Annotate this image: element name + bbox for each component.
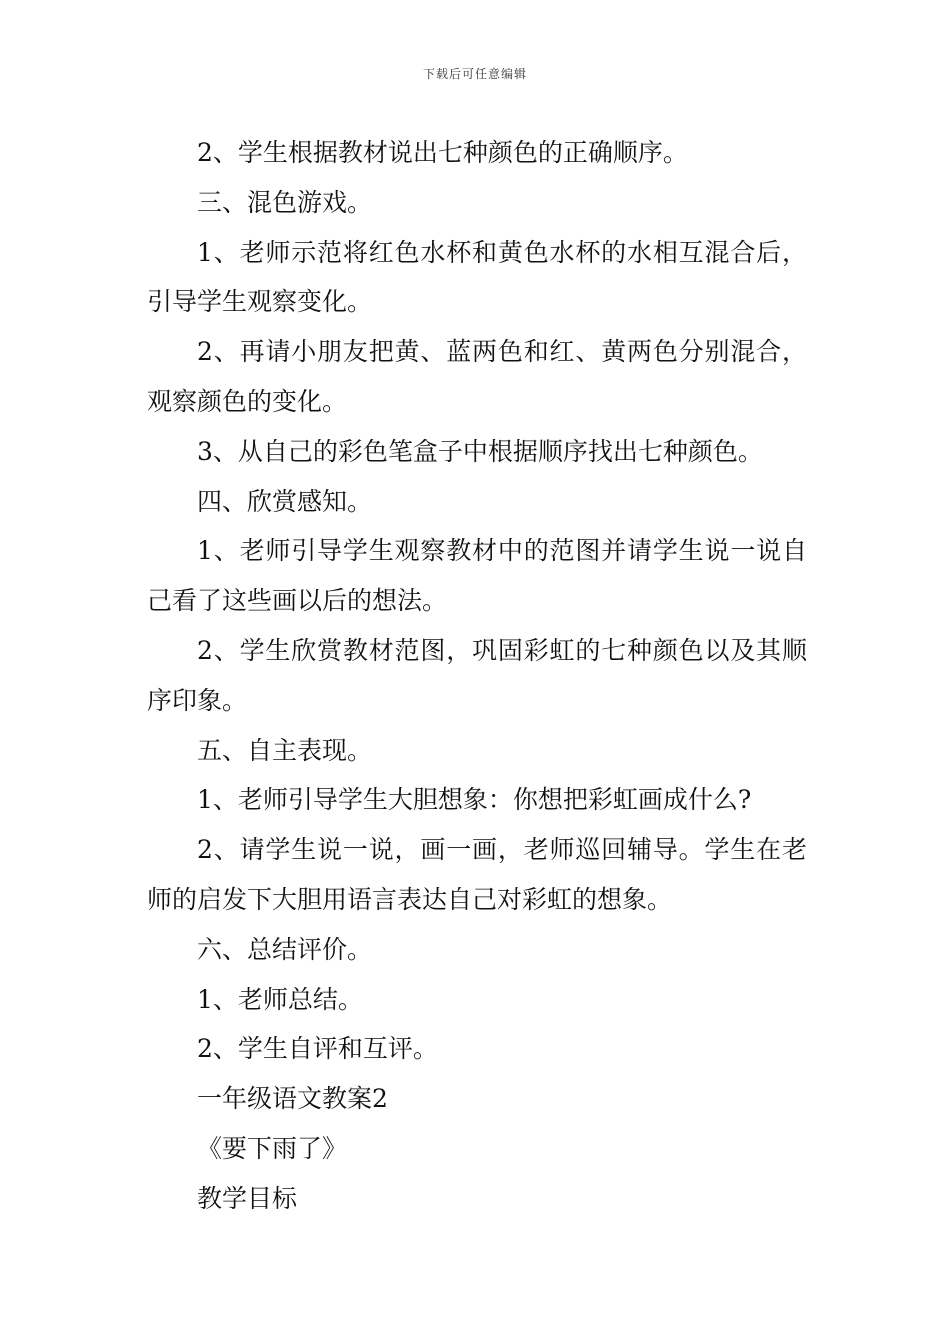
section-heading: 三、混色游戏。 [197,187,373,217]
paragraph: 3、从自己的彩色笔盒子中根据顺序找出七种颜色。 [197,436,763,466]
paragraph: 1、老师示范将红色水杯和黄色水杯的水相互混合后，引导学生观察变化。 [147,237,807,317]
paragraph: 1、老师总结。 [197,984,363,1014]
paragraph: 2、请学生说一说，画一画，老师巡回辅导。学生在老师的启发下大胆用语言表达自己对彩虹的想象。 [147,835,807,914]
paragraph: 1、老师引导学生大胆想象：你想把彩虹画成什么? [197,785,752,815]
lesson-title: 一年级语文教案2 [197,1084,388,1114]
paragraph: 2、学生自评和互评。 [197,1034,438,1064]
section-heading: 五、自主表现。 [197,735,373,765]
section-heading: 六、总结评价。 [197,934,373,964]
paragraph: 2、再请小朋友把黄、蓝两色和红、黄两色分别混合，观察颜色的变化。 [147,337,807,416]
paragraph: 2、学生根据教材说出七种颜色的正确顺序。 [197,138,688,167]
section-heading: 四、欣赏感知。 [197,486,373,516]
lesson-subtitle: 《要下雨了》 [197,1133,348,1163]
section-heading: 教学目标 [197,1183,298,1213]
paragraph: 1、老师引导学生观察教材中的范图并请学生说一说自己看了这些画以后的想法。 [147,536,807,616]
paragraph: 2、学生欣赏教材范图，巩固彩虹的七种颜色以及其顺序印象。 [147,635,807,715]
document-body [147,128,807,1224]
page-header: 下载后可任意编辑 [422,67,527,81]
